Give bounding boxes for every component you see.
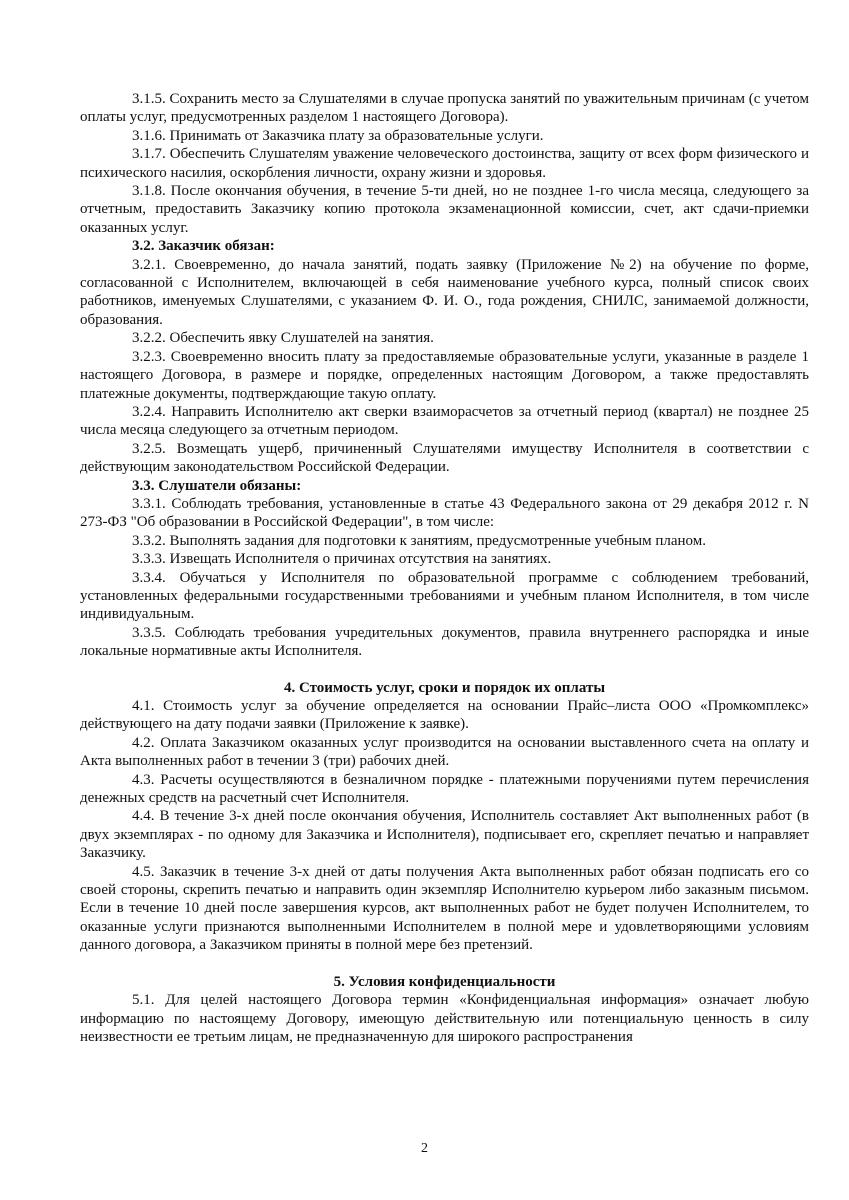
subsection-heading: 3.3. Слушатели обязаны: [132,477,302,494]
paragraph: 4.5. Заказчик в течение 3-х дней от даты получения Акта выполненных работ обязан подписать его со своей стороны, скрепить печатью и направить один экземпляр Исполнителю курьером либо заказным письмом. Если в течение 10 дней после завершения курсов, акт выполненных работ не будет получен Исполнителем, то оказанные услуги признаются выполненными Исполнителем в полной мере и удовлетворяющими условиям данного договора, а Заказчиком приняты в полной мере без претензий. [80,863,809,954]
paragraph: 3.2.3. Своевременно вносить плату за предоставляемые образовательные услуги, указанные в разделе 1 настоящего Договора, в размере и порядке, определенных настоящим Договором, а также предоставлять платежные документы, подтверждающие такую оплату. [80,348,809,402]
paragraph: 3.1.8. После окончания обучения, в течение 5-ти дней, но не позднее 1-го числа месяца, следующего за отчетным, предоставить Заказчику копию протокола экзаменационной комиссии, счет, акт сдачи-приемки оказанных услуг. [80,183,809,236]
paragraph: 3.1.7. Обеспечить Слушателям уважение человеческого достоинства, защиту от всех форм физического и психического насилия, оскорбления личности, охрану жизни и здоровья. [80,146,809,181]
document-body [80,90,809,1046]
section-gap [80,955,809,973]
paragraph: 3.1.6. Принимать от Заказчика плату за образовательные услуги. [132,127,544,144]
paragraph: 3.3.2. Выполнять задания для подготовки к занятиям, предусмотренные учебным планом. [132,532,706,549]
section-heading: 4. Стоимость услуг, сроки и порядок их оплаты [283,679,606,696]
paragraph: 3.2.5. Возмещать ущерб, причиненный Слушателями имуществу Исполнителя в соответствии с действующим законодательством Российской Федерации. [80,440,809,476]
paragraph: 3.3.5. Соблюдать требования учредительных документов, правила внутреннего распорядка и иные локальные нормативные акты Исполнителя. [80,624,809,660]
paragraph: 4.1. Стоимость услуг за обучение определяется на основании Прайс–листа ООО «Промкомплекс» действующего на дату подачи заявки (Приложение к заявке). [80,698,809,733]
section-gap [80,661,809,679]
paragraph: 3.2.2. Обеспечить явку Слушателей на занятия. [132,330,434,347]
paragraph: 3.3.1. Соблюдать требования, установленные в статье 43 Федерального закона от 29 декабря 2012 г. N 273-ФЗ "Об образовании в Российской Федерации", в том числе: [80,495,809,531]
paragraph: 3.1.5. Сохранить место за Слушателями в случае пропуска занятий по уважительным причинам (с учетом оплаты услуг, предусмотренных разделом 1 настоящего Договора). [80,91,809,126]
page-number: 2 [421,1141,428,1156]
paragraph: 3.2.4. Направить Исполнителю акт сверки взаиморасчетов за отчетный период (квартал) не позднее 25 числа месяца следующего за отчетным периодом. [80,403,809,439]
paragraph: 3.3.4. Обучаться у Исполнителя по образовательной программе с соблюдением требований, установленных федеральными государственными требованиями и учебным планом Исполнителя, в том числе индивидуальным. [80,569,809,623]
paragraph: 3.2.1. Своевременно, до начала занятий, подать заявку (Приложение №2) на обучение по форме, согласованной с Исполнителем, включающей в себя наименование учебного курса, полный список своих работников, именуемых Слушателями, с указанием Ф. И. О., года рождения, СНИЛС, занимаемой должности, образования. [80,256,809,328]
paragraph: 5.1. Для целей настоящего Договора термин «Конфиденциальная информация» означает любую информацию по настоящему Договору, имеющую действительную или потенциальную ценность в силу неизвестности ее третьим лицам, не предназначенную для широкого распространения [80,992,809,1045]
section-heading: 5. Условия конфиденциальности [333,973,556,990]
paragraph: 4.3. Расчеты осуществляются в безналичном порядке - платежными поручениями путем перечисления денежных средств на расчетный счет Исполнителя. [80,771,809,807]
paragraph: 3.3.3. Извещать Исполнителя о причинах отсутствия на занятиях. [132,551,552,568]
paragraph: 4.2. Оплата Заказчиком оказанных услуг производится на основании выставленного счета на оплату и Акта выполненных работ в течении 3 (три) рабочих дней. [80,734,809,770]
subsection-heading: 3.2. Заказчик обязан: [132,238,275,255]
paragraph: 4.4. В течение 3-х дней после окончания обучения, Исполнитель составляет Акт выполненных работ (в двух экземплярах - по одному для Заказчика и Исполнителя), подписывает его, скрепляет печатью и направляет Заказчику. [80,808,809,862]
